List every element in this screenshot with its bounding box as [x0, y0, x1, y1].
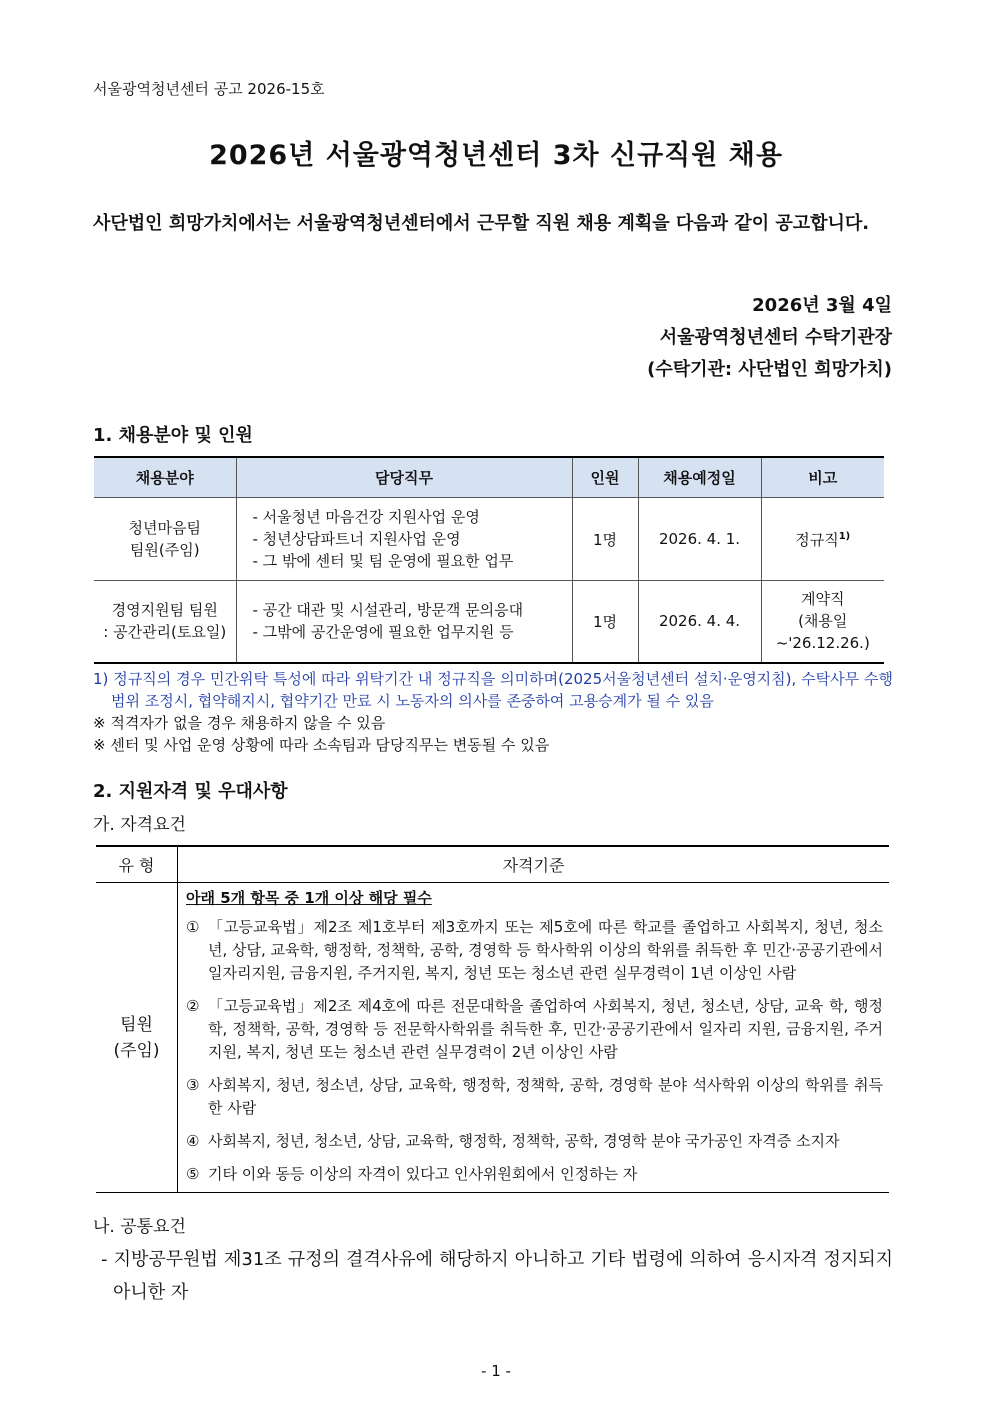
subsection-b-heading: 나. 공통요건 — [93, 1217, 186, 1237]
recruitment-table — [94, 456, 884, 664]
notice-date: 2026년 3월 4일 — [752, 295, 892, 316]
date-cell: 2026. 4. 1. — [638, 498, 761, 581]
employment-type: 정규직 — [795, 530, 839, 549]
table-row — [96, 883, 889, 1193]
common-requirements — [93, 1212, 893, 1309]
field-name: 경영지원팀 팀원 — [111, 601, 218, 620]
page-title: 2026년 서울광역청년센터 3차 신규직원 채용 — [209, 140, 783, 171]
item-number: ① — [186, 918, 200, 936]
criteria-item — [186, 995, 883, 1064]
table-header-row — [96, 846, 889, 883]
type-cell — [96, 883, 178, 1193]
duty-cell — [236, 498, 572, 581]
note-line: ※ 적격자가 없을 경우 채용하지 않을 수 있음 — [93, 714, 386, 732]
type-name: 팀원 — [120, 1014, 153, 1035]
date-cell: 2026. 4. 4. — [638, 581, 761, 663]
notice-number: 서울광역청년센터 공고 2026-15호 — [93, 80, 325, 98]
count-cell: 1명 — [572, 498, 638, 581]
item-number: ④ — [186, 1132, 200, 1150]
criteria-item — [186, 1163, 883, 1186]
table-row — [94, 581, 884, 663]
table-header: 담당직무 — [236, 457, 572, 498]
table-header-row — [94, 457, 884, 498]
item-text: 「고등교육법」제2조 제4호에 따른 전문대학을 졸업하여 사회복지, 청년, 청소년, 상담, 교육 학, 행정학, 정책학, 공학, 경영학 등 전문학사학위를 취득한 후, 민간·공공기관에서 일자리 지원, 금융지원, 주거지원, 복지, 청년 또는 청소년 관련 실무경력이 2년 이상인 사람 — [208, 997, 883, 1061]
section1-heading: 1. 채용분야 및 인원 — [93, 425, 253, 446]
signer-trustee: (수탁기관: 사단법인 희망가치) — [647, 359, 892, 380]
duty-item: - 공간 대관 및 시설관리, 방문객 문의응대 — [252, 601, 524, 620]
duty-cell — [236, 581, 572, 663]
criteria-item — [186, 1074, 883, 1120]
table-header: 인원 — [572, 457, 638, 498]
note-line: ※ 센터 및 사업 운영 상황에 따라 소속팀과 담당직무는 변동될 수 있음 — [93, 736, 550, 754]
page-number: - 1 - — [481, 1362, 511, 1380]
intro-paragraph: 사단법인 희망가치에서는 서울광역청년센터에서 근무할 직원 채용 계획을 다음과 같이 공고합니다. — [93, 213, 870, 234]
footnote-marker: 1) — [838, 530, 851, 542]
note-cell — [761, 498, 884, 581]
item-text: 「고등교육법」제2조 제1호부터 제3호까지 또는 제5호에 따른 학교를 졸업하고 사회복지, 청년, 청소년, 상담, 교육학, 행정학, 정책학, 공학, 경영학 등 학사학위 이상의 학위를 취득한 후 민간·공공기관에서 일자리지원, 금융지원, 주거지원, 복지, 청년 또는 청소년 관련 실무경력이 1년 이상인 사람 — [208, 918, 883, 982]
footnote: 1) 정규직의 경우 민간위탁 특성에 따라 위탁기간 내 정규직을 의미하며(2025서울청년센터 설치·운영지침), 수탁사무 수행범위 조정시, 협약해지시, 협약기간 만료 시 노동자의 의사를 존중하여 고용승계가 될 수 있음 — [93, 670, 893, 710]
table-header: 채용예정일 — [638, 457, 761, 498]
common-requirement-text: - 지방공무원법 제31조 규정의 결격사유에 해당하지 아니하고 기타 법령에 의하여 응시자격 정지되지 아니한 자 — [101, 1249, 893, 1303]
criteria-item — [186, 916, 883, 985]
field-name: 청년마음팀 — [128, 519, 201, 537]
table-header: 자격기준 — [178, 846, 890, 883]
employment-type: 계약직 — [801, 590, 845, 609]
count-cell: 1명 — [572, 581, 638, 663]
subsection-a-heading: 가. 자격요건 — [93, 815, 186, 835]
duty-item: - 그밖에 공간운영에 필요한 업무지원 등 — [252, 623, 514, 642]
table-row — [94, 498, 884, 581]
note-cell — [761, 581, 884, 663]
field-cell — [94, 498, 236, 581]
item-number: ③ — [186, 1076, 200, 1094]
section2-heading: 2. 지원자격 및 우대사항 — [93, 781, 288, 802]
field-role: : 공간관리(토요일) — [103, 623, 227, 642]
item-text: 기타 이와 동등 이상의 자격이 있다고 인사위원회에서 인정하는 자 — [208, 1165, 638, 1183]
duty-item: - 청년상담파트너 지원사업 운영 — [252, 530, 461, 548]
item-number: ⑤ — [186, 1165, 200, 1183]
signer-block — [647, 290, 892, 386]
employment-period: (채용일 — [798, 612, 848, 631]
type-rank: (주임) — [113, 1040, 160, 1061]
employment-period: ~'26.12.26.) — [775, 634, 870, 653]
field-cell — [94, 581, 236, 663]
table-header: 비고 — [761, 457, 884, 498]
table-header: 채용분야 — [94, 457, 236, 498]
item-text: 사회복지, 청년, 청소년, 상담, 교육학, 행정학, 정책학, 공학, 경영학 분야 석사학위 이상의 학위를 취득한 사람 — [208, 1076, 883, 1117]
field-role: 팀원(주임) — [129, 541, 200, 559]
qualification-table — [96, 845, 889, 1193]
signer-org: 서울광역청년센터 수탁기관장 — [659, 327, 892, 348]
item-text: 사회복지, 청년, 청소년, 상담, 교육학, 행정학, 정책학, 공학, 경영학 분야 국가공인 자격증 소지자 — [208, 1132, 840, 1150]
requirement-title: 아래 5개 항목 중 1개 이상 해당 필수 — [186, 889, 432, 907]
duty-item: - 그 밖에 센터 및 팀 운영에 필요한 업무 — [252, 552, 514, 570]
item-number: ② — [186, 997, 200, 1015]
duty-item: - 서울청년 마음건강 지원사업 운영 — [252, 508, 480, 526]
table-header: 유 형 — [96, 846, 178, 883]
criteria-cell — [178, 883, 890, 1193]
criteria-item — [186, 1130, 883, 1153]
table-notes — [93, 668, 893, 756]
